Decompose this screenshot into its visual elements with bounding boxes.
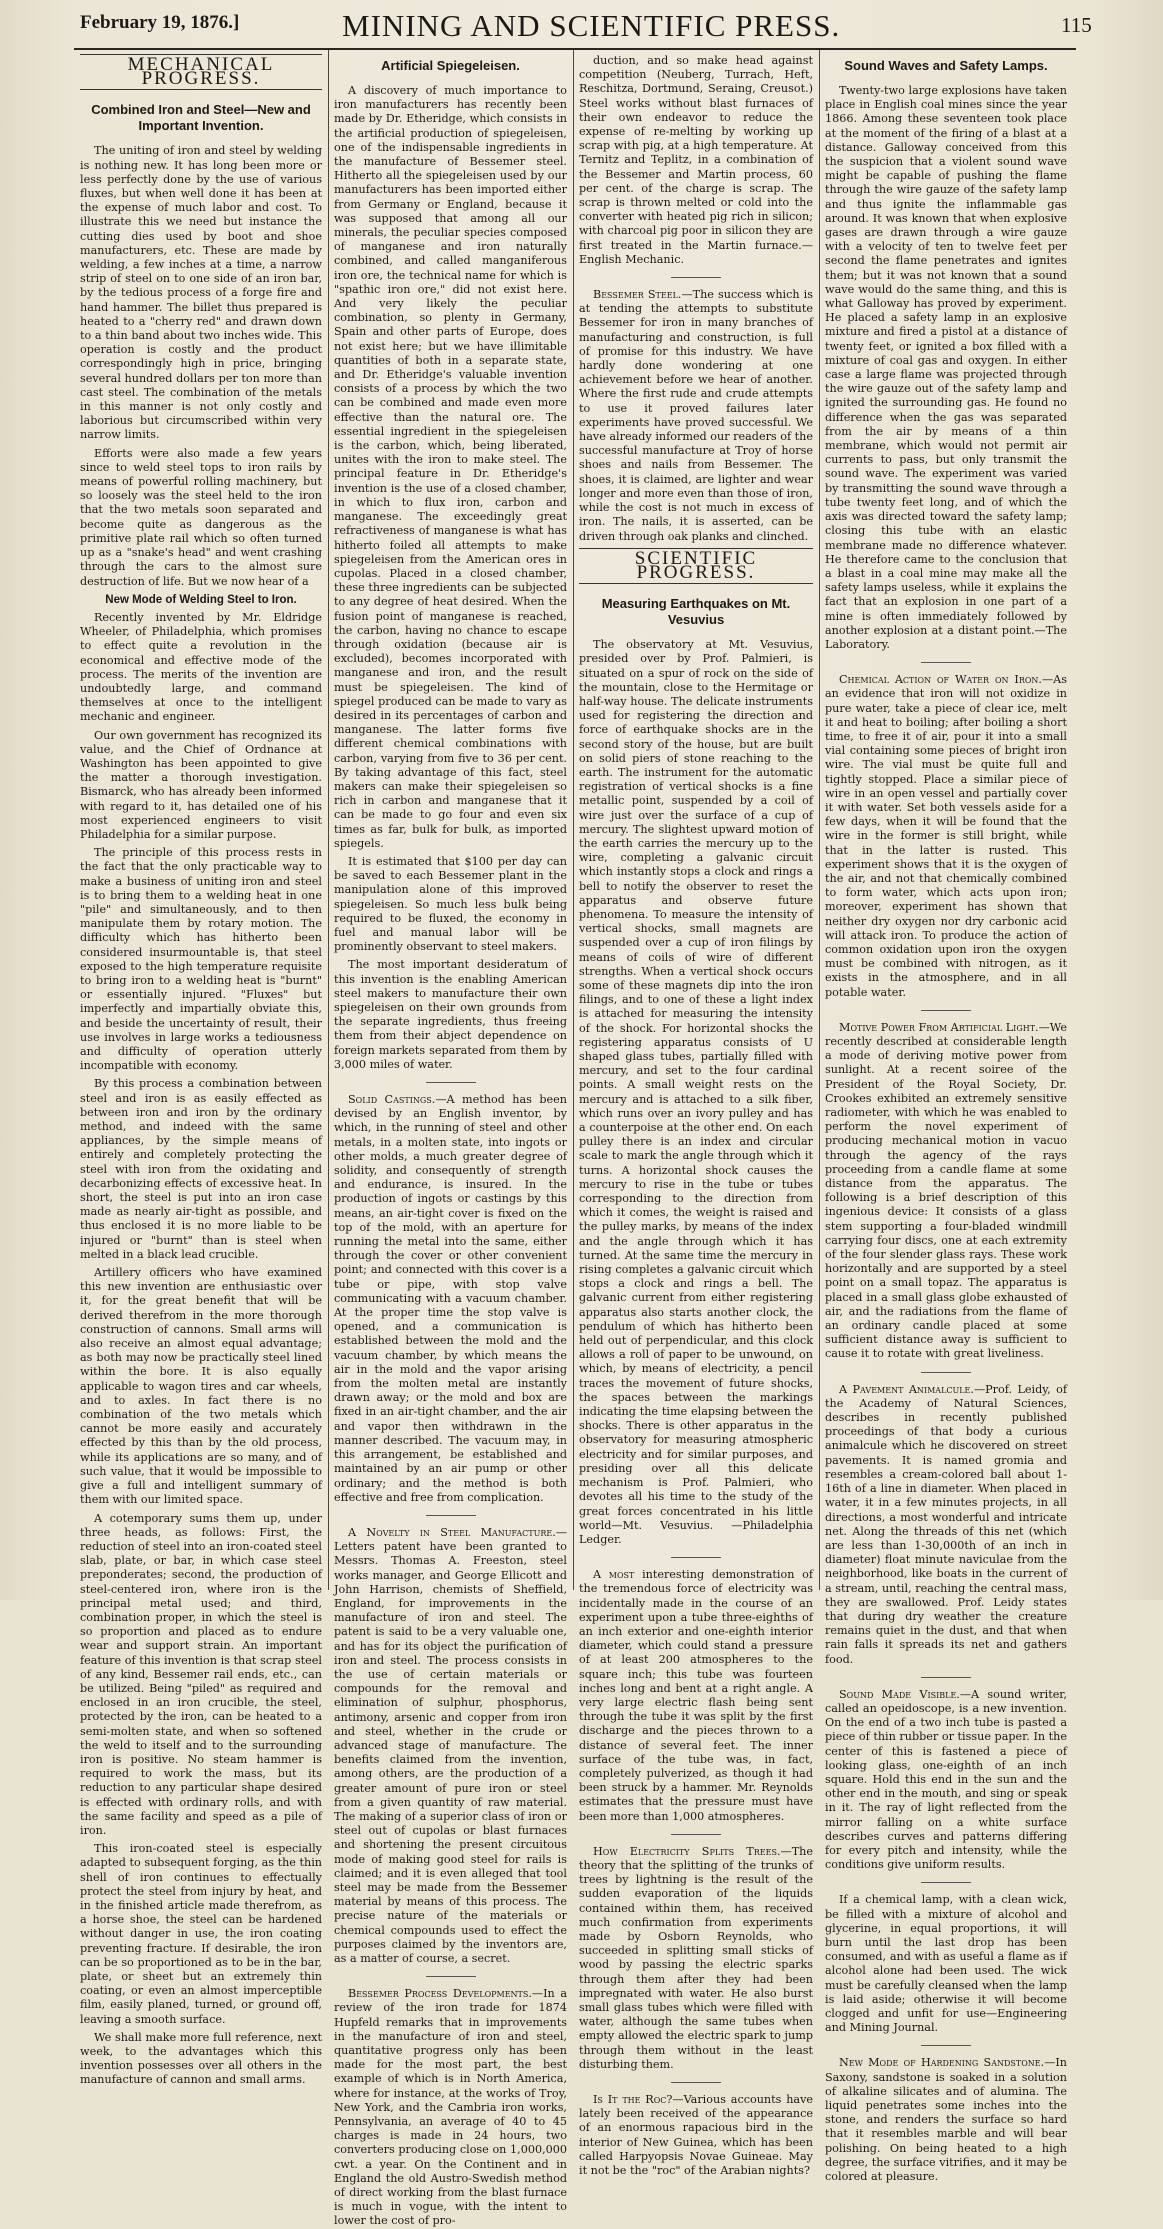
item-body: —As an evidence that iron will not oxidize in pure water, take a piece of clear ice, melt it and heat to boiling; after boiling a short time, to free it of air, pour it into a small vial containing some pieces of bright iron wire. The vial must be quite full and tightly stopped. Place a similar piece of wire in an open vessel and partially cover it with water. Set both vessels aside for a few days, when it will be found that the wire in the former is still bright, while that in the latter is rusted. This experiment shows that it is the oxygen of the air, and not that chemically combined to form water, which acts upon iron; moreover, experiment has shown that neither dry oxygen nor dry carbonic acid will attack iron. To produce the action of common oxidation upon iron the oxygen must be combined with nitrogen, as it exists in the atmosphere, and in all potable water. [825, 673, 1067, 999]
paragraph: The observatory at Mt. Vesuvius, presided over by Prof. Palmieri, is situated on a spur of rock on the side of the mountain, close to the Hermitage or half-way house. The delicate instruments used for registering the direction and force of earthquake shocks are in the second story of the house, but are built on solid piers of stone reaching to the earth. The instrument for the automatic registration of vertical shocks is a fine metallic point, suspended by a coil of wire just over the surface of a cup of mercury. The slightest upward motion of the earth carries the mercury up to the wire, completing a galvanic circuit which instantly stops a clock and rings a bell to notify the observer to reset the apparatus and observe future phenomena. To measure the intensity of vertical shocks, small magnets are suspended over a cup of iron filings by means of coils of wire of different strengths. When a vertical shock occurs some of these magnets dip into the iron filings, and to one of these a light index is attached for measuring the intensity of the shock. For horizontal shocks the registering apparatus consists of U shaped glass tubes, partially filled with mercury, and set to the four cardinal points. A small weight rests on the mercury and is attached to a silk fiber, which runs over an ivory pulley and has a counterpoise at the other end. On each pulley there is an index and circular scale to mark the angle through which it turns. A horizontal shock causes the mercury to rise in the tube or tubes corresponding to the direction from which it comes, the weight is raised and the pulley marks, by means of the index and the angle through which it has turned. At the same time the mercury in rising completes a galvanic circuit which stops a clock and rings a bell. The galvanic current from either registering apparatus also starts another clock, the pendulum of which has hitherto been held out of perpendicular, and this clock allows a roll of paper to be unwound, on which, by means of electricity, a pencil traces the movement of future shocks, the spaces between the markings indicating the time elapsing between the shocks. There is other apparatus in the observatory for measuring atmospheric electricity and for similar purposes, and presiding over all this delicate mechanism is Prof. Palmieri, who devotes all his time to the study of the great forces concentrated in his little world—Mt. Vesuvius. —Philadelphia Ledger. [579, 638, 813, 1546]
paragraph [825, 1688, 1067, 1873]
item-lead: A Novelty in Steel Manufacture. [348, 1525, 556, 1539]
column-divider [819, 50, 820, 1590]
column-2 [334, 54, 567, 2228]
item-body: —The theory that the splitting of the trunks of trees by lightning is the result of the sudden evaporation of the liquids contained within them, has received much confirmation from experiments made by Osborn Reynolds, who succeeded in splitting small sticks of wood by passing the electric sparks through them after they had been impregnated with water. He also burst small glass tubes which were filled with water, although the same tubes when empty allowed the electric spark to jump through them without in the least disturbing them. [579, 1844, 813, 2071]
item-body: —Prof. Leidy, of the Academy of Natural Sciences, describes in recently published proceedings of that body a curious animalcule which he discovered on street pavements. It is named gromia and resembles a cream-colored ball about 1-16th of a line in diameter. When placed in water, it in a few minutes projects, in all directions, a most wonderful and intricate net. Along the threads of this net (which are less than 1-30,000th of an inch in diameter) float minute naviculae from the neighborhood, like boats in the current of a stream, until, reaching the central mass, they are swallowed. Prof. Leidy states that during dry weather the creature remains quiet in the dust, and that when rain falls it spreads its net and gathers food. [825, 1382, 1067, 1666]
item-lead: A most [593, 1568, 635, 1582]
paragraph: The most important desideratum of this invention is the enabling American steel makers to manufacture their own spiegeleisen on their own grounds from the separate ingredients, thus freeing them from their abject dependence on foreign markets separated from them by 3,000 miles of water. [334, 958, 567, 1071]
separator [921, 662, 971, 663]
item-body: interesting demonstration of the tremendous force of electricity was incidentally made in the course of an experiment upon a tube three-eighths of an inch exterior and one-eighth interior diameter, which could stand a pressure of at least 200 atmospheres to the square inch; this tube was fourteen inches long and bent at a right angle. A very large electric flash being sent through the tube it was split by the first discharge and the pieces thrown to a distance of several feet. The inner surface of the tube was, in fact, completely pulverized, as though it had been struck by a hammer. Mr. Reynolds estimates that the pressure must have been more than 1,000 atmospheres. [579, 1568, 814, 1823]
paragraph [334, 1526, 567, 1966]
column-divider [328, 50, 329, 1590]
item-body: —Various accounts have lately been received of the appearance of an enormous rapacious bird in the interior of New Guinea, which has been called Harpyopsis Novae Guineae. May it not be the "roc" of the Arabian nights? [579, 2093, 814, 2178]
item-lead: Chemical Action of Water on Iron. [839, 673, 1042, 687]
separator [671, 1834, 721, 1835]
paragraph: Recently invented by Mr. Eldridge Wheeler, of Philadelphia, which promises to effect quite a revolution in the economical and effective mode of the process. The merits of the invention are undoubtedly large, and command themselves at once to the intelligent mechanic and engineer. [80, 610, 322, 724]
item-lead: Motive Power From Artificial Light. [839, 1020, 1039, 1034]
paragraph: A discovery of much importance to iron manufacturers has recently been made by Dr. Etheridge, which consists in the artificial production of spiegeleisen, one of the indispensable ingredients in the manufacture of Bessemer steel. Hitherto all the spiegeleisen used by our manufacturers has been imported either from Germany or England, because it was supposed that among all our minerals, the peculiar species composed of manganese and iron naturally combined, and called manganiferous iron ore, the technical name for which is "spathic iron ore," did not exist here. And very likely the peculiar combination, so plenty in Germany, Spain and other parts of Europe, does not exist here; but we have illimitable quantities of both in a separate state, and Dr. Etheridge's valuable invention consists of a process by which the two can be combined and made even more effective than the natural ore. The essential ingredient in the spiegeleisen is the carbon, which, being liberated, unites with the iron to make steel. The principal feature in Dr. Etheridge's invention is the use of a closed chamber, in which to flux iron, carbon and manganese. The exceedingly great refractiveness of manganese is what has hitherto foiled all attempts to make spiegeleisen from the American ores in cupolas. Placed in a closed chamber, these three ingredients can be subjected to any degree of heat desired. When the fusion point of manganese is reached, the carbon, having no chance to escape through oxidation (because air is excluded), becomes incorporated with manganese and iron, and the result must be spiegeleisen. The kind of spiegel produced can be made to vary as desired in its percentages of carbon and manganese. The latter forms five different chemical combinations with carbon, varying from five to 36 per cent. By taking advantage of this fact, steel makers can make their spiegeleisen so rich in carbon and manganese that it can be made to go four and even six times as far, bulk for bulk, as imported spiegels. [334, 84, 567, 850]
paragraph [825, 1021, 1067, 1362]
paragraph [825, 1383, 1067, 1667]
item-body: —In a review of the iron trade for 1874 Hupfeld remarks that in improvements in the manufacture of iron and steel, quantitative progress only has been made for the most part, the best example of which is in North America, where for instance, at the works of Troy, New York, and the Cambria iron works, Pennsylvania, an average of 40 to 45 charges is made in 24 hours, two converters producing close on 1,000,000 cwt. a year. On the Continent and in England the old Austro-Swedish method of direct working from the blast furnace is much in vogue, with the intent to lower the cost of pro- [334, 1987, 567, 2228]
paragraph: By this process a combination between steel and iron is as easily effected as between iron and iron by the ordinary method, and indeed with the same appliances, by the simple means of entirely and completely protecting the steel with iron from the oxidating and decarbonizing effects of excessive heat. In short, the steel is put into an iron case made as nearly air-tight as possible, and thus enclosed it is no more liable to be injured or "burnt" than is steel when melted in a black lead crucible. [80, 1077, 322, 1261]
separator [426, 1082, 476, 1083]
item-body: —The success which is at tending the attempts to substitute Bessemer for iron in many branches of manufacturing and construction, is full of promise for this industry. We have hardly done wondering at one achievement before we hear of another. Where the first rude and crude attempts to use it proved failures later experiments have proved successful. We have already informed our readers of the successful manufacture at Troy of horse shoes and nails from Bessemer. The shoes, it is claimed, are lighter and wear longer and more even than those of iron, while the cost is not much in excess of iron. The nails, it is asserted, can be driven through oak planks and clinched. [579, 288, 814, 543]
article-headline: Measuring Earthquakes on Mt. Vesuvius [601, 596, 791, 628]
paragraph: If a chemical lamp, with a clean wick, be filled with a mixture of alcohol and glycerine, in equal proportions, it will burn until the last drop has been consumed, and with as useful a flame as if alcohol alone had been used. The wick must be carefully cleansed when the lamp is laid aside; otherwise it will become clogged and unfit for use—Engineering and Mining Journal. [825, 1893, 1067, 2035]
separator [921, 2045, 971, 2046]
separator [671, 277, 721, 278]
page-number: 115 [1061, 13, 1092, 37]
article-headline: Sound Waves and Safety Lamps. [844, 58, 1048, 73]
item-lead: Bessemer Steel. [593, 288, 682, 302]
column-1 [80, 54, 322, 2087]
item-lead: Sound Made Visible. [839, 1687, 960, 1701]
separator [671, 1557, 721, 1558]
paragraph [579, 2093, 813, 2178]
separator [921, 1882, 971, 1883]
column-3 [579, 54, 814, 2178]
column-4 [825, 54, 1067, 2184]
paragraph: Our own government has recognized its value, and the Chief of Ordnance at Washington has been appointed to give the matter a thorough investigation. Bismarck, who has already been informed with regard to it, has detailed one of his most experienced engineers to visit Philadelphia for a similar purpose. [80, 728, 322, 841]
item-body: —A method has been devised by an English inventor, by which, in the running of steel and other metals, in a molten state, into ingots or other molds, a much greater degree of solidity, and consequently of strength and endurance, is insured. In the production of ingots or castings by this means, an air-tight cover is fixed on the top of the mold, with an aperture for running the metal into the same, either through the cover or other convenient point; and connected with this cover is a tube or pipe, with stop valve communicating with a vacuum chamber. At the proper time the stop valve is opened, and a communication is established between the mold and the vacuum chamber, by which means the air in the mold and the vapor arising from the molten metal are instantly drawn away; or the mold and box are fixed in an air-tight chamber, and the air and vapor then withdrawn in the manner described. The vacuum may, in this arrangement, be established and maintained by an air pump or other ordinary; and the method is both effective and free from complication. [334, 1093, 567, 1504]
paragraph: The principle of this process rests in the fact that the only practicable way to make a business of uniting iron and steel is to bring them to a welding heat in one "pile" and simultaneously, and to then manipulate them by rotary motion. The difficulty which has hitherto been considered insurmountable is, that steel exposed to the high temperature requisite to bring iron to a welding heat is "burnt" or essentially injured. "Fluxes" but imperfectly and impartially obviate this, and beside the uncertainty of result, their use involves in large works a tediousness and difficulty of operation utterly incompatible with economy. [80, 846, 322, 1073]
paragraph [579, 1568, 813, 1824]
separator [921, 1372, 971, 1373]
paragraph: A cotemporary sums them up, under three heads, as follows: First, the reduction of steel into an iron-coated steel slab, plate, or bar, in which case steel preponderates; second, the production of steel-centered iron, where iron is the principal metal used; and third, combination proper, in which the steel is so proportion and placed as to endure wear and support strain. An important feature of this invention is that scrap steel of any kind, Bessemer rail ends, etc., can be utilized. Being "piled" as required and enclosed in an iron crucible, the steel, protected by the iron, can be heated to a semi-molten state, and when so softened the weld to itself and to the surrounding iron is positive. No steam hammer is required to work the mass, but its reduction to any particular shape desired is effected with ordinary rolls, and with the same facility and speed as a pile of iron. [80, 1511, 322, 1837]
paragraph: We shall make more full reference, next week, to the advantages which this invention possesses over all others in the manufacture of cannon and small arms. [80, 2030, 322, 2087]
item-body: —In Saxony, sandstone is soaked in a solution of alkaline silicates and of alumina. The liquid penetrates some inches into the stone, and renders the surface so hard that it resembles marble and will bear polishing. On being heated to a high degree, the surface vitrifies, and it may be colored at pleasure. [825, 2056, 1067, 2184]
masthead-date: February 19, 1876.] [80, 12, 240, 33]
item-lead: A Pavement Animalcule. [839, 1382, 974, 1396]
item-lead: Solid Castings. [348, 1093, 436, 1107]
item-body: —Letters patent have been granted to Messrs. Thomas A. Freeston, steel works manager, and George Ellicott and John Harrison, chemists of Sheffield, England, for improvements in the manufacture of iron and steel. The patent is said to be a very valuable one, and has for its object the purification of iron and steel. The process consists in the use of certain materials or compounds for the removal and elimination of sulphur, phosphorus, antimony, arsenic and copper from iron and steel, whether in the crude or advanced stage of manufacture. The benefits claimed from the invention, among others, are the production of a greater amount of pure iron or steel from a given quantity of raw material. The making of a superior class of iron or steel out of cupolas or blast furnaces and shortening the present circuitous mode of making good steel for rails is claimed; and it is even alleged that tool steel may be made from the Bessemer material by means of this process. The precise nature of the materials or chemical compounds used to effect the purposes claimed by the inventors are, as a matter of course, a secret. [334, 1525, 567, 1965]
section-title-mechanical: MECHANICAL PROGRESS. [80, 54, 322, 90]
separator [671, 2082, 721, 2083]
paragraph: Artillery officers who have examined this new invention are enthusiastic over it, for the great benefit that will be derived therefrom in the more thorough construction of cannons. Small arms will also receive an almost equal advantage; as both may now be practically steel lined within the bore. It is also equally applicable to wagon tires and car wheels, and to axles. In fact there is no combination of the two metals which cannot be more easily and accurately effected by this than by the old process, while its applications are so many, and of such value, that it would be impossible to give a full and intelligent summary of them with our limited space. [80, 1266, 322, 1507]
separator [921, 1010, 971, 1011]
paragraph [334, 1093, 567, 1505]
item-lead: How Electricity Splits Trees. [593, 1844, 781, 1858]
item-body: —A sound writer, called an opeidoscope, is a new invention. On the end of a two inch tube is pasted a piece of thin rubber or tissue paper. In the center of this is fastened a piece of looking glass, one-eighth of an inch square. Hold this end in the sun and the other end in the mouth, and sing or speak in it. The ray of light reflected from the mirror falling on a white surface describes curves and patterns differing for every pitch and intensity, while the conditions give uniform results. [825, 1687, 1067, 1872]
paragraph: duction, and so make head against competition (Neuberg, Turrach, Heft, Reschitza, Dortmund, Seraing, Creusot.) Steel works without blast furnaces of their own endeavor to reduce the expense of re-melting by working up scrap with pig, at a high temperature. At Ternitz and Teplitz, in a combination of the Bessemer and Martin process, 60 per cent. of the charge is scrap. The scrap is thrown melted or cold into the converter with heated pig rich in silicon; with charcoal pig poor in silicon they are first treated in the Martin furnace.—English Mechanic. [579, 54, 813, 266]
separator [426, 1976, 476, 1977]
item-lead: Is It the Roc? [593, 2093, 673, 2107]
paragraph: It is estimated that $100 per day can be saved to each Bessemer plant in the manipulation alone of this improved spiegeleisen. So much less bulk being required to be fluxed, the economy in fuel and manual labor will be prominently observant to steel makers. [334, 854, 567, 954]
masthead-title: MINING AND SCIENTIFIC PRESS. [342, 8, 841, 43]
item-body: —We recently described at considerable length a mode of deriving motive power from sunlight. At a recent soiree of the President of the Royal Society, Dr. Crookes exhibited an extremely sensitive radiometer, with which he was enabled to perform the novel experiment of producing mechanical motion in vacuo through the agency of the rays proceeding from a candle flame at some distance from the apparatus. The following is a brief description of this ingenious device: It consists of a glass stem supporting a four-bladed windmill carrying four discs, one at each extremity of the four slender glass rays. These work horizontally and are supported by a steel point on a small topaz. The apparatus is placed in a small glass globe exhausted of air, and the radiations from the flame of an ordinary candle placed at some sufficient distance away is sufficient to cause it to rotate with great liveliness. [825, 1020, 1067, 1361]
paragraph [579, 1845, 813, 2072]
paragraph [579, 288, 813, 544]
paragraph: Twenty-two large explosions have taken place in English coal mines since the year 1866. Among these seventeen took place at the moment of the firing of a blast at a distance. Galloway conceived from this the suspicion that a violent sound wave might be capable of pushing the flame through the wire gauze of the safety lamp and thus ignite the inflammable gas around. It was known that when explosive gases are drawn through a wire gauze with a velocity of ten to twelve feet per second the flame penetrates and ignites them; but it was not known that a sound wave would do the same thing, and this is what Galloway has proved by experiment. He placed a safety lamp in an explosive mixture and fired a pistol at a distance of twenty feet, or ignited a box filled with a mixture of coal gas and oxygen. In either case a large flame was projected through the wire gauze out of the safety lamp and ignited the surrounding gas. He found no difference when the gas was separated from the air by means of a thin membrane, which would not permit air currents to pass, but only transmit the sound wave. The experiment was varied by transmitting the sound wave through a tube twenty feet long, and of which the axis was directed toward the safety lamp; closing this tube with an elastic membrane made no difference whatever. He therefore came to the conclusion that a blast in a coal mine may make all the safety lamps useless, while it explains the fact that an explosion in one part of a mine is often immediately followed by another explosion at a distant point.—The Laboratory. [825, 84, 1067, 651]
article-subhead: New Mode of Welding Steel to Iron. [105, 593, 297, 606]
separator [921, 1677, 971, 1678]
masthead-rule [74, 48, 1076, 50]
item-lead: New Mode of Hardening Sandstone. [839, 2056, 1045, 2070]
paragraph: Efforts were also made a few years since to weld steel tops to iron rails by means of powerful rolling machinery, but so loosely was the steel held to the iron that the two metals soon separated and become quite as dangerous as the primitive plate rail which so often turned up as a "snake's head" and went crashing through the cars to the almost sure destruction of life. But we now hear of a [80, 446, 322, 588]
section-title-scientific: SCIENTIFIC PROGRESS. [579, 548, 813, 584]
paragraph [825, 673, 1067, 1000]
column-divider [573, 50, 574, 1590]
paragraph: This iron-coated steel is especially adapted to subsequent forging, as the thin shell of iron continues to effectually protect the steel from injury by heat, and in the finished article made therefrom, as a horse shoe, the steel can be hardened without danger in use, the iron coating preventing fracture. If desirable, the iron can be so proportioned as to be in the bar, plate, or sheet but an extremely thin coating, or even an almost imperceptible film, easily planed, turned, or ground off, leaving a smooth surface. [80, 1842, 322, 2026]
paragraph [334, 1987, 567, 2228]
paragraph: The uniting of iron and steel by welding is nothing new. It has long been more or less perfectly done by the use of various fluxes, but when well done it has been at the expense of much labor and cost. To illustrate this we need but instance the cutting dies used by boot and shoe manufacturers, etc. These are made by welding, a few inches at a time, a narrow strip of steel on to one side of an iron bar, by the tedious process of a forge fire and hand hammer. The billet thus prepared is heated to a "cherry red" and drawn down to a thin band about two inches wide. This operation is costly and the product correspondingly high in price, bringing several hundred dollars per ton more than cast steel. The combination of the metals in this manner is not only costly and laborious but circumscribed within very narrow limits. [80, 144, 322, 442]
paragraph [825, 2056, 1067, 2184]
article-headline: Combined Iron and Steel—New and Important Invention. [91, 102, 311, 134]
separator [426, 1515, 476, 1516]
item-lead: Bessemer Process Developments. [348, 1987, 532, 2001]
article-headline: Artificial Spiegeleisen. [381, 58, 520, 73]
